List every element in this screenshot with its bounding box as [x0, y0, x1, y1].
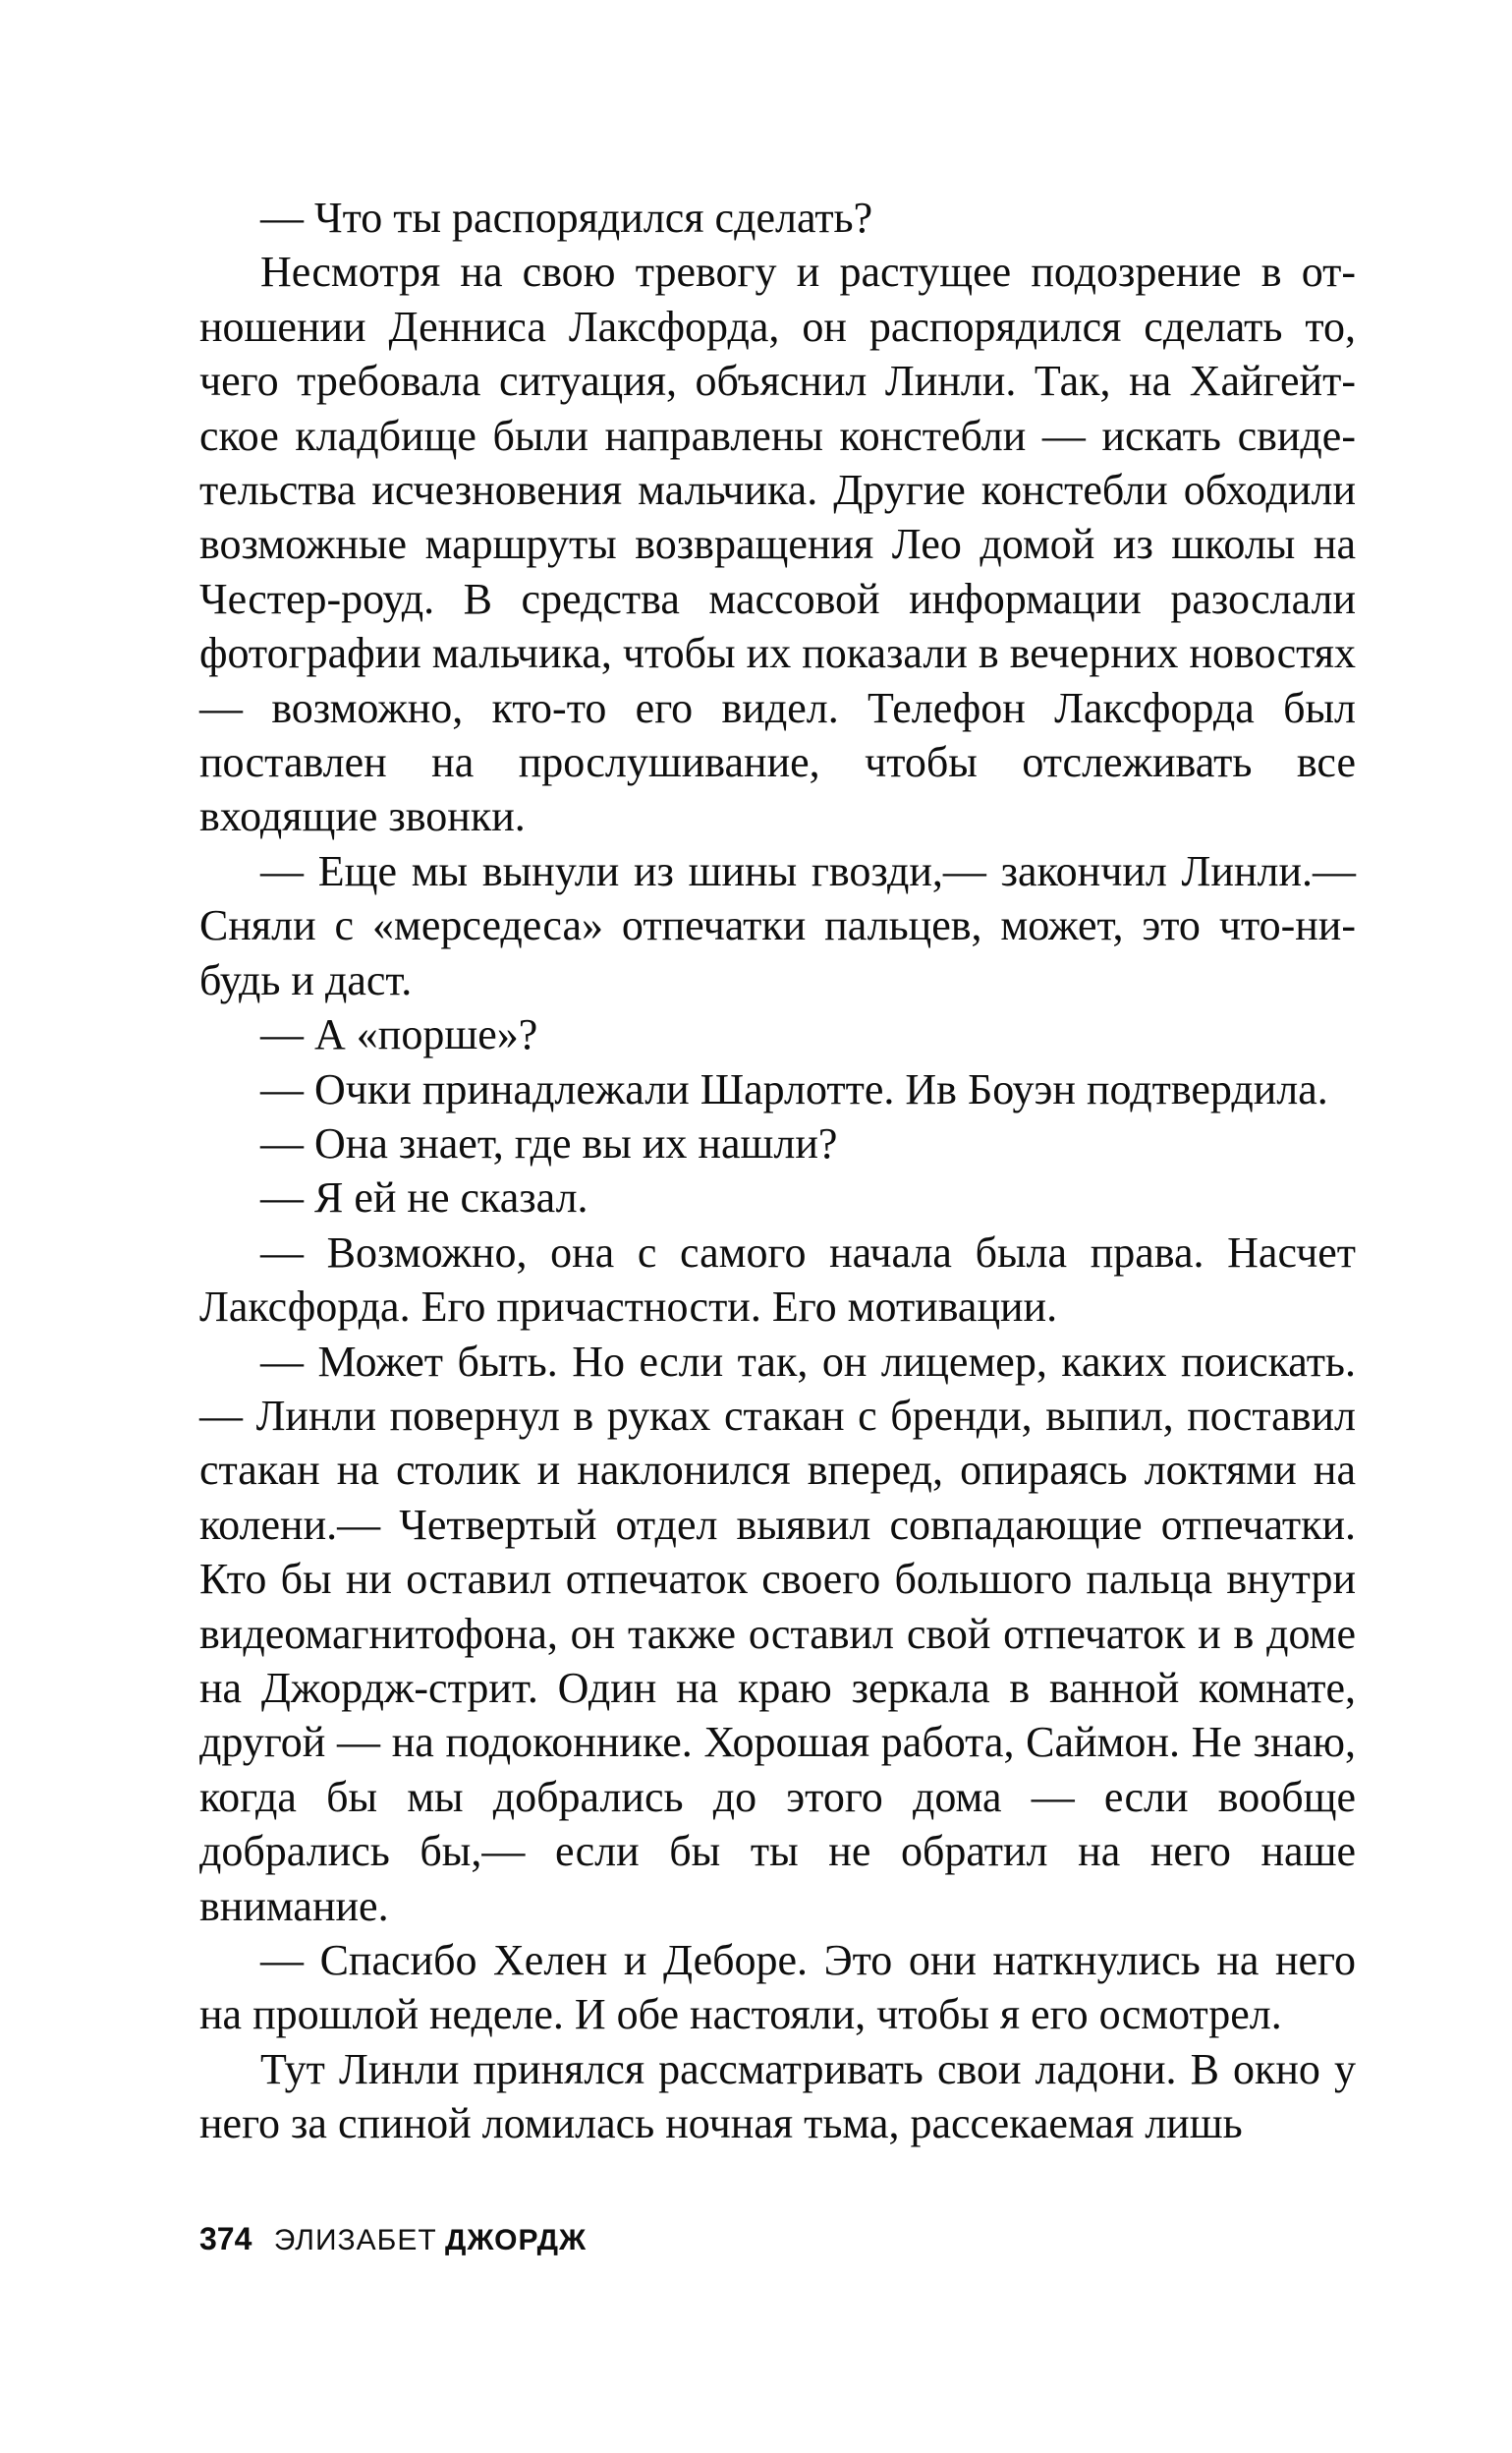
paragraph: — Я ей не сказал. [260, 1173, 588, 1223]
paragraph: — Может быть. Но если так, он лицемер, каких поискать.— Линли повернул в руках стакан с бренди, выпил, поставил стакан на столик и наклонился вперед, опираясь локтями на колени.— Четвертый отдел выявил совпадающие отпечатки. Кто бы ни оставил отпечаток своего большого пальца внутри видеомагнитофона, он также оставил свой отпечаток и в доме на Джордж-стрит. Один на краю зеркала в ванной комнате, другой — на подоконнике. Хорошая работа, Саймон. Не знаю, когда бы мы добрались до этого дома — если вообще добрались бы,— если бы ты не обратил на него наше внимание. [199, 1337, 1356, 1930]
paragraph: — А «порше»? [260, 1010, 538, 1059]
page-footer [199, 2219, 587, 2260]
paragraph: — Что ты распорядился сделать? [260, 194, 873, 242]
paragraph: — Спасибо Хелен и Деборе. Это они наткнулись на него на прошлой неделе. И обе настояли, чтобы я его осмотрел. [199, 1936, 1356, 2039]
body-text [199, 191, 1356, 2151]
author-first-name: ЭЛИЗАБЕТ [273, 2224, 437, 2256]
paragraph: Тут Линли принялся рассматривать свои ладони. В окно у него за спиной ломилась ночная тьма, рассекаемая лишь [199, 2044, 1356, 2148]
author-last-name: ДЖОРДЖ [445, 2224, 588, 2256]
page-number: 374 [199, 2221, 252, 2256]
paragraph: — Очки принадлежали Шарлотте. Ив Боуэн подтвердила. [260, 1064, 1328, 1113]
paragraph: — Она знает, где вы их нашли? [260, 1118, 838, 1168]
paragraph: Несмотря на свою тревогу и растущее подозрение в отношении Денниса Лаксфорда, он распорядился сделать то, чего требовала ситуация, объяснил Линли. Так, на Хайгейтское кладбище были направлены констебли — искать свидетельства исчезновения мальчика. Другие констебли обходили возможные маршруты возвращения Лео домой из школы на Честер-роуд. В средства массовой информации разослали фотографии мальчика, чтобы их показали в вечерних новостях — возможно, кто-то его видел. Телефон Лаксфорда был поставлен на прослушивание, чтобы отслеживать все входящие звонки. [199, 248, 1356, 841]
paragraph: — Еще мы вынули из шины гвозди,— закончил Линли.— Сняли с «мерседеса» отпечатки пальцев, может, это что-нибудь и даст. [199, 846, 1356, 1004]
paragraph: — Возможно, она с самого начала была права. Насчет Лаксфорда. Его причастности. Его мотивации. [199, 1227, 1356, 1332]
